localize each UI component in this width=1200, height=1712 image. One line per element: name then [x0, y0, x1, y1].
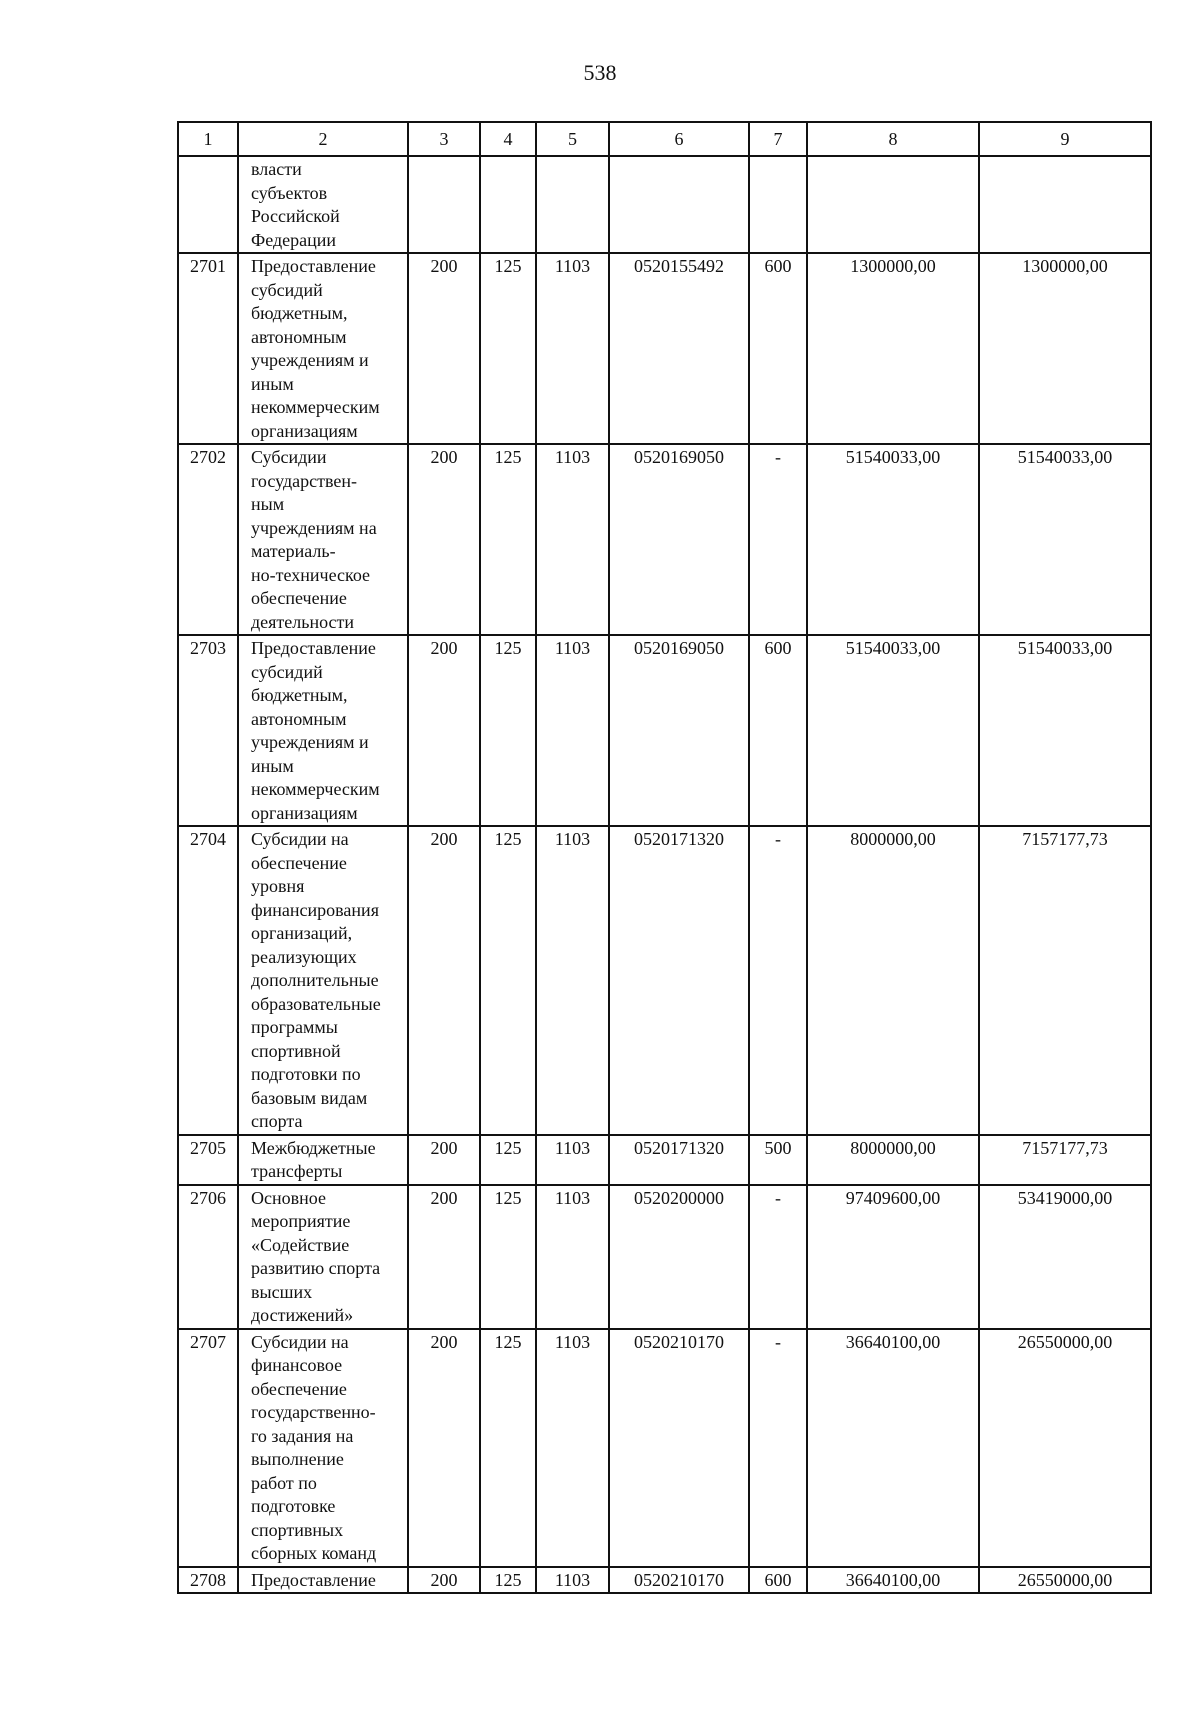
item-name-cell	[238, 444, 408, 635]
item-name-line: учреждениям и	[251, 732, 369, 752]
table-row	[178, 1329, 1151, 1567]
col-8-amount-cell: 36640100,00	[807, 1567, 979, 1594]
item-name-line: трансферты	[251, 1161, 343, 1181]
item-name-line: выполнение	[251, 1449, 344, 1469]
col-4-code-cell: 125	[480, 444, 536, 635]
col-5-code-cell: 1103	[536, 1135, 609, 1185]
item-name-text	[251, 828, 405, 1134]
col-5-code-cell	[536, 156, 609, 253]
item-name-line: иным	[251, 755, 294, 776]
row-number-cell: 2702	[178, 444, 238, 635]
col-6-code-cell: 0520155492	[609, 253, 749, 444]
item-name-line: бюджетным,	[251, 685, 348, 705]
col-9-amount-cell: 7157177,73	[979, 826, 1151, 1135]
item-name-text	[251, 158, 405, 252]
item-name-line: субсидий	[251, 279, 323, 300]
table-row	[178, 826, 1151, 1135]
table-body	[178, 156, 1151, 1593]
table-row	[178, 635, 1151, 826]
item-name-line: учреждениям на	[251, 517, 377, 538]
table-row	[178, 1185, 1151, 1329]
col-3-code-cell: 200	[408, 826, 480, 1135]
column-header: 6	[609, 122, 749, 156]
item-name-line: уровня	[251, 876, 305, 896]
item-name-line: Предоставление	[251, 1569, 376, 1590]
col-8-amount-cell	[807, 156, 979, 253]
item-name-text	[251, 1137, 405, 1184]
item-name-line: го задания на	[251, 1425, 354, 1446]
item-name-line: обеспечение	[251, 1378, 347, 1399]
item-name-line: власти	[251, 159, 302, 179]
col-5-code-cell: 1103	[536, 1329, 609, 1567]
col-4-code-cell: 125	[480, 1185, 536, 1329]
item-name-line: ным	[251, 494, 285, 514]
col-6-code-cell: 0520200000	[609, 1185, 749, 1329]
col-9-amount-cell: 53419000,00	[979, 1185, 1151, 1329]
col-9-amount-cell	[979, 156, 1151, 253]
column-header: 2	[238, 122, 408, 156]
col-6-code-cell: 0520171320	[609, 1135, 749, 1185]
col-3-code-cell: 200	[408, 635, 480, 826]
item-name-line: достижений»	[251, 1305, 354, 1325]
col-6-code-cell: 0520210170	[609, 1329, 749, 1567]
item-name-line: образовательные	[251, 993, 381, 1014]
item-name-line: «Содействие	[251, 1234, 350, 1255]
col-3-code-cell: 200	[408, 1567, 480, 1594]
item-name-line: учреждениям и	[251, 350, 369, 370]
item-name-text	[251, 255, 405, 443]
col-6-code-cell: 0520171320	[609, 826, 749, 1135]
col-7-code-cell	[749, 156, 807, 253]
col-7-code-cell: 600	[749, 635, 807, 826]
col-9-amount-cell: 26550000,00	[979, 1567, 1151, 1594]
col-3-code-cell: 200	[408, 253, 480, 444]
column-header: 7	[749, 122, 807, 156]
item-name-text	[251, 446, 405, 634]
item-name-line: базовым видам	[251, 1087, 368, 1108]
col-5-code-cell: 1103	[536, 444, 609, 635]
item-name-cell	[238, 826, 408, 1135]
col-7-code-cell: 600	[749, 253, 807, 444]
col-5-code-cell: 1103	[536, 1567, 609, 1594]
item-name-line: развитию спорта	[251, 1258, 381, 1278]
col-6-code-cell: 0520210170	[609, 1567, 749, 1594]
item-name-line: спортивных	[251, 1519, 344, 1540]
col-4-code-cell: 125	[480, 1329, 536, 1567]
col-4-code-cell: 125	[480, 826, 536, 1135]
column-header: 8	[807, 122, 979, 156]
col-7-code-cell: -	[749, 1185, 807, 1329]
col-7-code-cell: -	[749, 826, 807, 1135]
table-row	[178, 253, 1151, 444]
col-7-code-cell: 600	[749, 1567, 807, 1594]
col-3-code-cell	[408, 156, 480, 253]
col-3-code-cell: 200	[408, 1135, 480, 1185]
row-number-cell: 2703	[178, 635, 238, 826]
col-3-code-cell: 200	[408, 1329, 480, 1567]
item-name-line: субсидий	[251, 661, 323, 682]
col-8-amount-cell: 36640100,00	[807, 1329, 979, 1567]
item-name-text	[251, 1331, 405, 1566]
col-9-amount-cell: 51540033,00	[979, 635, 1151, 826]
item-name-line: государствен-	[251, 470, 358, 491]
row-number-cell	[178, 156, 238, 253]
item-name-cell	[238, 1185, 408, 1329]
item-name-line: бюджетным,	[251, 303, 348, 323]
col-5-code-cell: 1103	[536, 253, 609, 444]
item-name-line: иным	[251, 373, 294, 394]
item-name-line: некоммерческим	[251, 397, 380, 417]
page-number: 538	[583, 60, 617, 85]
col-8-amount-cell: 51540033,00	[807, 635, 979, 826]
column-header: 3	[408, 122, 480, 156]
item-name-line: организациям	[251, 802, 358, 823]
item-name-line: Субсидии на	[251, 829, 349, 849]
table-header-row	[178, 122, 1151, 156]
item-name-line: организациям	[251, 420, 358, 441]
item-name-line: автономным	[251, 326, 347, 347]
col-6-code-cell: 0520169050	[609, 444, 749, 635]
row-number-cell: 2708	[178, 1567, 238, 1594]
item-name-line: субъектов	[251, 182, 328, 203]
table-row	[178, 156, 1151, 253]
item-name-line: мероприятие	[251, 1211, 351, 1231]
item-name-line: программы	[251, 1017, 338, 1037]
item-name-line: обеспечение	[251, 588, 347, 608]
col-8-amount-cell: 97409600,00	[807, 1185, 979, 1329]
col-9-amount-cell: 1300000,00	[979, 253, 1151, 444]
item-name-line: финансирования	[251, 899, 379, 920]
item-name-cell	[238, 1329, 408, 1567]
item-name-text	[251, 637, 405, 825]
budget-table	[177, 121, 1152, 1594]
col-9-amount-cell: 51540033,00	[979, 444, 1151, 635]
col-8-amount-cell: 51540033,00	[807, 444, 979, 635]
col-8-amount-cell: 1300000,00	[807, 253, 979, 444]
item-name-line: реализующих	[251, 946, 357, 967]
col-7-code-cell: -	[749, 444, 807, 635]
item-name-line: Межбюджетные	[251, 1137, 376, 1158]
col-8-amount-cell: 8000000,00	[807, 1135, 979, 1185]
col-5-code-cell: 1103	[536, 826, 609, 1135]
column-header: 1	[178, 122, 238, 156]
col-4-code-cell	[480, 156, 536, 253]
item-name-line: автономным	[251, 708, 347, 729]
item-name-line: Основное	[251, 1187, 326, 1208]
col-5-code-cell: 1103	[536, 635, 609, 826]
col-7-code-cell: -	[749, 1329, 807, 1567]
item-name-line: некоммерческим	[251, 779, 380, 799]
item-name-line: спорта	[251, 1111, 303, 1131]
item-name-cell	[238, 253, 408, 444]
item-name-line: дополнительные	[251, 970, 379, 990]
table-row	[178, 1567, 1151, 1594]
col-7-code-cell: 500	[749, 1135, 807, 1185]
item-name-line: подготовки по	[251, 1064, 361, 1084]
col-4-code-cell: 125	[480, 1135, 536, 1185]
item-name-line: Предоставление	[251, 638, 376, 658]
row-number-cell: 2705	[178, 1135, 238, 1185]
row-number-cell: 2706	[178, 1185, 238, 1329]
item-name-line: материаль-	[251, 541, 336, 561]
item-name-line: Субсидии на	[251, 1331, 349, 1352]
item-name-cell	[238, 156, 408, 253]
item-name-line: деятельности	[251, 611, 355, 632]
item-name-line: Предоставление	[251, 256, 376, 276]
item-name-line: Российской	[251, 206, 340, 226]
col-5-code-cell: 1103	[536, 1185, 609, 1329]
item-name-line: работ по	[251, 1472, 317, 1493]
col-6-code-cell: 0520169050	[609, 635, 749, 826]
item-name-cell	[238, 1567, 408, 1594]
col-3-code-cell: 200	[408, 1185, 480, 1329]
item-name-line: Федерации	[251, 229, 337, 250]
row-number-cell: 2707	[178, 1329, 238, 1567]
column-header: 5	[536, 122, 609, 156]
item-name-line: обеспечение	[251, 852, 347, 873]
item-name-line: высших	[251, 1281, 313, 1302]
row-number-cell: 2704	[178, 826, 238, 1135]
item-name-line: государственно-	[251, 1402, 376, 1422]
item-name-text	[251, 1187, 405, 1328]
table-row	[178, 444, 1151, 635]
row-number-cell: 2701	[178, 253, 238, 444]
item-name-line: но-техническое	[251, 564, 371, 585]
item-name-line: финансовое	[251, 1355, 343, 1375]
table-row	[178, 1135, 1151, 1185]
col-9-amount-cell: 7157177,73	[979, 1135, 1151, 1185]
item-name-line: организаций,	[251, 923, 353, 943]
column-header: 4	[480, 122, 536, 156]
item-name-text	[251, 1569, 405, 1593]
col-4-code-cell: 125	[480, 253, 536, 444]
col-4-code-cell: 125	[480, 1567, 536, 1594]
col-8-amount-cell: 8000000,00	[807, 826, 979, 1135]
col-9-amount-cell: 26550000,00	[979, 1329, 1151, 1567]
column-header: 9	[979, 122, 1151, 156]
col-4-code-cell: 125	[480, 635, 536, 826]
item-name-cell	[238, 635, 408, 826]
item-name-line: спортивной	[251, 1040, 341, 1061]
item-name-line: подготовке	[251, 1496, 336, 1516]
col-3-code-cell: 200	[408, 444, 480, 635]
item-name-cell	[238, 1135, 408, 1185]
item-name-line: сборных команд	[251, 1543, 377, 1563]
col-6-code-cell	[609, 156, 749, 253]
item-name-line: Субсидии	[251, 447, 327, 467]
